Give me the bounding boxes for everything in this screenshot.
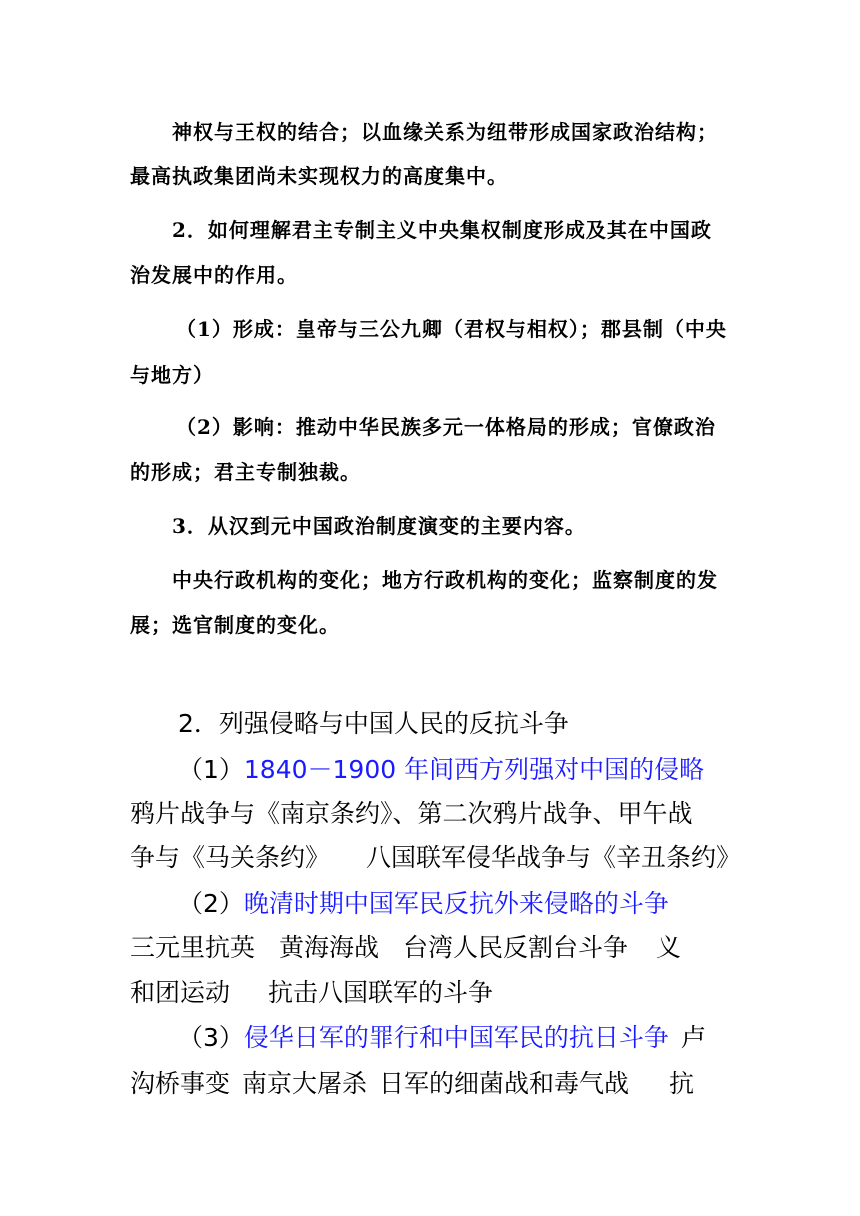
event-sanyuanli: 三元里抗英 bbox=[130, 933, 256, 962]
event-eight-nation-resistance: 抗击八国联军的斗争 bbox=[268, 978, 494, 1007]
subsection-1-body-line1: 鸦片战争与《南京条约》、第二次鸦片战争、甲午战 bbox=[130, 799, 693, 828]
subsection-2-title: 晚清时期中国军民反抗外来侵略的斗争 bbox=[243, 889, 669, 918]
subsection-1-title-line bbox=[178, 750, 704, 786]
para-theocracy-line1: 神权与王权的结合；以血缘关系为纽带形成国家政治结构； bbox=[172, 120, 718, 144]
subsection-3-body-line1 bbox=[130, 1064, 694, 1100]
event-boxer-start: 义 bbox=[656, 933, 682, 962]
event-boxer-end: 和团运动 bbox=[130, 978, 231, 1007]
question-2-line1: 2．如何理解君主专制主义中央集权制度形成及其在中国政 bbox=[172, 218, 712, 242]
treaty-maguan: 争与《马关条约》 bbox=[130, 843, 331, 872]
subsection-2-number: （2） bbox=[178, 889, 244, 918]
event-nanjing-massacre: 南京大屠杀 bbox=[242, 1069, 368, 1098]
event-germ-gas-warfare: 日军的细菌战和毒气战 bbox=[379, 1069, 630, 1098]
answer-2-impact-line1: （2）影响：推动中华民族多元一体格局的形成；官僚政治 bbox=[176, 415, 716, 439]
subsection-3-title: 侵华日军的罪行和中国军民的抗日斗争 bbox=[243, 1023, 669, 1052]
event-lugou-end: 沟桥事变 bbox=[130, 1069, 231, 1098]
subsection-1-body-line2 bbox=[130, 838, 741, 874]
event-lugou-start: 卢 bbox=[680, 1023, 706, 1052]
subsection-3-number: （3） bbox=[178, 1023, 244, 1052]
answer-3-line2: 展；选官制度的变化。 bbox=[130, 613, 340, 637]
answer-2-impact-line2: 的形成；君主专制独裁。 bbox=[130, 460, 361, 484]
question-2-line2: 治发展中的作用。 bbox=[130, 263, 298, 287]
question-3-line1: 3．从汉到元中国政治制度演变的主要内容。 bbox=[172, 514, 586, 538]
section-heading: 2．列强侵略与中国人民的反抗斗争 bbox=[178, 709, 569, 738]
para-theocracy-line2: 最高执政集团尚未实现权力的高度集中。 bbox=[130, 164, 508, 188]
treaty-xinchou: 八国联军侵华战争与《辛丑条约》 bbox=[366, 843, 742, 872]
subsection-2-title-line bbox=[178, 884, 669, 920]
subsection-2-body-line2 bbox=[130, 973, 493, 1009]
subsection-1-title: 1840－1900 年间西方列强对中国的侵略 bbox=[243, 755, 705, 784]
subsection-2-body-line1 bbox=[130, 928, 681, 964]
subsection-3-title-line bbox=[178, 1018, 706, 1054]
event-taiwan-resistance: 台湾人民反割台斗争 bbox=[403, 933, 629, 962]
event-yellow-sea-battle: 黄海海战 bbox=[279, 933, 380, 962]
answer-2-formation-line2: 与地方） bbox=[130, 363, 214, 387]
answer-3-line1: 中央行政机构的变化；地方行政机构的变化；监察制度的发 bbox=[172, 568, 718, 592]
subsection-1-number: （1） bbox=[178, 755, 244, 784]
event-resistance-start: 抗 bbox=[669, 1069, 695, 1098]
answer-2-formation-line1: （1）形成：皇帝与三公九卿（君权与相权）；郡县制（中央 bbox=[176, 317, 727, 341]
